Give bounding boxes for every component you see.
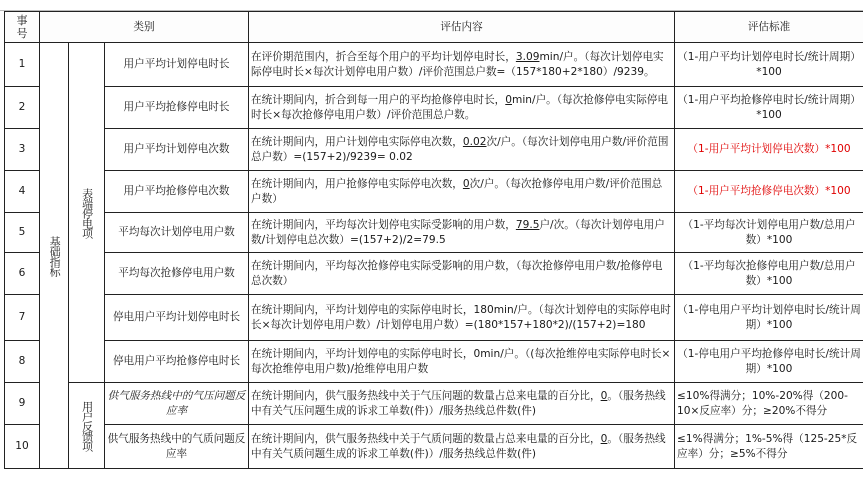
row-name: 用户平均抢修停电时长 <box>105 87 249 129</box>
row-content: 在统计期间内，平均每次抢修停电实际受影响的用户数，（每次抢修停电用户数/抢修停电总次数） <box>249 253 675 295</box>
row-standard: （1-停电用户平均抢修停电时长/统计周期）*100 <box>675 341 863 383</box>
row-standard: ≤10%得满分；10%-20%得（200-10×反应率）分；≥20%不得分 <box>675 383 863 425</box>
row-name: 用户平均计划停电时长 <box>105 43 249 87</box>
row-num: 1 <box>5 43 40 87</box>
header-category: 类别 <box>40 12 249 43</box>
row-num: 4 <box>5 171 40 213</box>
table-row <box>5 425 863 469</box>
table-row <box>5 87 863 129</box>
table-row <box>5 295 863 341</box>
row-standard: （1-用户平均抢修停电次数）*100 <box>675 171 863 213</box>
row-standard: （1-用户平均计划停电时长/统计周期）*100 <box>675 43 863 87</box>
group-feedback: 用户反馈项 <box>69 383 105 469</box>
row-name: 供气服务热线中的气压问题反应率 <box>105 383 249 425</box>
table-row <box>5 43 863 87</box>
header-content: 评估内容 <box>249 12 675 43</box>
row-content: 在统计期间内，用户抢修停电实际停电次数，0次/户。（每次抢修停电用户数/评价范围总户数） <box>249 171 675 213</box>
table-row <box>5 213 863 253</box>
row-name: 供气服务热线中的气质问题反应率 <box>105 425 249 469</box>
row-content: 在统计期间内，供气服务热线中关于气质问题的数量占总来电量的百分比，0。（服务热线中有关气质问题生成的诉求工单数(件)）/服务热线总件数(件) <box>249 425 675 469</box>
row-content: 在统计期间内，平均每次计划停电实际受影响的用户数，79.5户/次。（每次计划停电用户数/计划停电总次数）=(157+2)/2=79.5 <box>249 213 675 253</box>
row-name: 平均每次计划停电用户数 <box>105 213 249 253</box>
row-content: 在统计期间内，折合到每一用户的平均抢修停电时长，0min/户。（每次抢修停电实际停电时长×每次抢修停电用户数）/评价范围总户数。 <box>249 87 675 129</box>
header-standard: 评估标准 <box>675 12 863 43</box>
row-num: 2 <box>5 87 40 129</box>
row-standard: ≤1%得满分；1%-5%得（125-25*反应率）分；≥5%不得分 <box>675 425 863 469</box>
row-num: 5 <box>5 213 40 253</box>
row-standard: （1-用户平均抢修停电时长/统计周期）*100 <box>675 87 863 129</box>
row-content: 在统计期间内，平均计划停电的实际停电时长，180min/户。（每次计划停电的实际停电时长×每次计划停电用户数）/计划停电用户数）=(180*157+180*2)/(157+2)=180 <box>249 295 675 341</box>
row-content: 在评价期范围内，折合至每个用户的平均计划停电时长，3.09min/户。（每次计划停电实际停电时长×每次计划停电用户数）/评价范围总户数=（157*180+2*180）/9239。 <box>249 43 675 87</box>
row-num: 7 <box>5 295 40 341</box>
table-row <box>5 129 863 171</box>
row-name: 平均每次抢修停电用户数 <box>105 253 249 295</box>
row-standard: （1-平均每次抢修停电用户数/总用户数）*100 <box>675 253 863 295</box>
row-num: 3 <box>5 129 40 171</box>
row-standard: （1-停电用户平均计划停电时长/统计周期）*100 <box>675 295 863 341</box>
table-row <box>5 341 863 383</box>
row-content: 在统计期间内，供气服务热线中关于气压问题的数量占总来电量的百分比，0。（服务热线中有关气压问题生成的诉求工单数(件)）/服务热线总件数(件) <box>249 383 675 425</box>
row-standard: （1-用户平均计划停电次数）*100 <box>675 129 863 171</box>
row-num: 10 <box>5 425 40 469</box>
row-name: 停电用户平均计划停电时长 <box>105 295 249 341</box>
row-num: 8 <box>5 341 40 383</box>
row-name: 停电用户平均抢修停电时长 <box>105 341 249 383</box>
header-num: 事 号 <box>5 12 40 43</box>
row-standard: （1-平均每次计划停电用户数/总用户数）*100 <box>675 213 863 253</box>
group-basic: 基础指标 <box>40 43 69 469</box>
group-complaint: 表端停电项 <box>69 43 105 383</box>
table-row <box>5 253 863 295</box>
table-row <box>5 383 863 425</box>
evaluation-table <box>4 11 863 469</box>
row-name: 用户平均抢修停电次数 <box>105 171 249 213</box>
row-name: 用户平均计划停电次数 <box>105 129 249 171</box>
row-content: 在统计期间内，用户计划停电实际停电次数，0.02次/户。（每次计划停电用户数/评价范围总户数）=(157+2)/9239= 0.02 <box>249 129 675 171</box>
row-content: 在统计期间内，平均计划停电的实际停电时长，0min/户。（(每次抢维停电实际停电时长×每次抢维停电用户数)/抢维停电用户数 <box>249 341 675 383</box>
table-row <box>5 171 863 213</box>
row-num: 6 <box>5 253 40 295</box>
row-num: 9 <box>5 383 40 425</box>
header-row <box>5 12 863 43</box>
